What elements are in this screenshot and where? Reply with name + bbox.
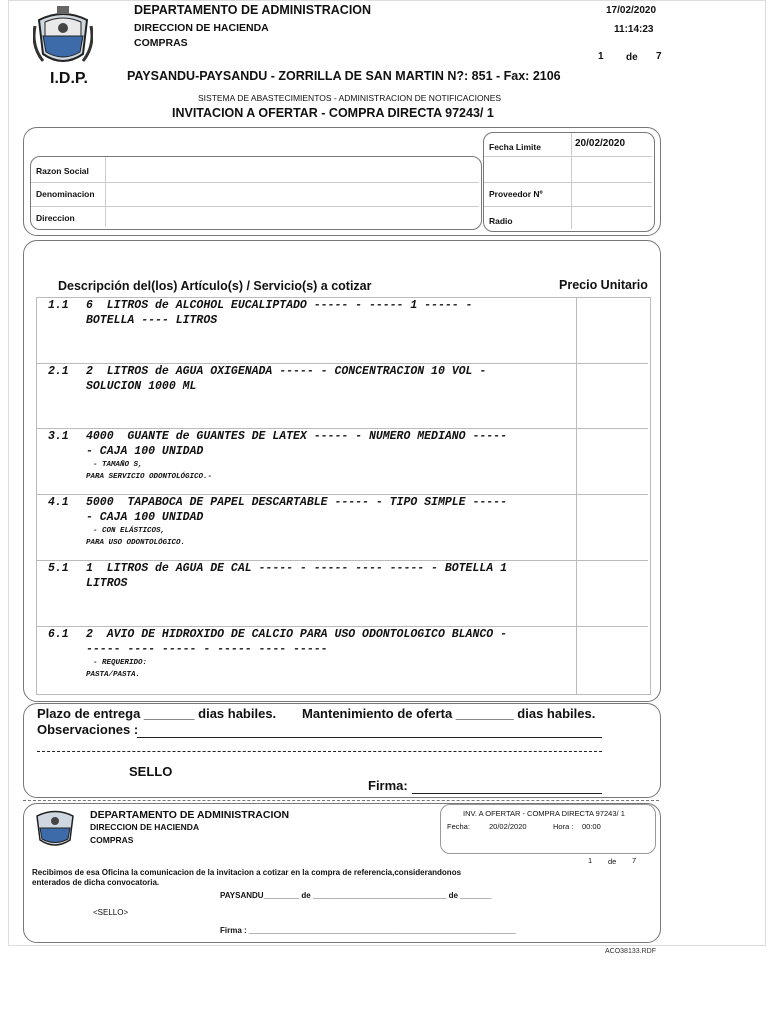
item-description-cont: - CAJA 100 UNIDAD (86, 445, 204, 458)
item-description: 4000 GUANTE de GUANTES DE LATEX ----- - NUMERO MEDIANO ----- (86, 430, 507, 443)
receipt-date-label: Fecha: (447, 822, 470, 831)
header-date: 17/02/2020 (606, 5, 657, 16)
item-row-divider (37, 363, 648, 364)
item-description: 1 LITROS de AGUA DE CAL ----- - ----- ---- ----- - BOTELLA 1 (86, 562, 507, 575)
document-title: INVITACION A OFERTAR - COMPRA DIRECTA 97243/ 1 (172, 106, 494, 120)
row-divider (484, 182, 652, 183)
receipt-page-of: de (608, 857, 617, 866)
item-note: PARA SERVICIO ODONTOLÓGICO.- (86, 473, 213, 481)
item-number: 4.1 (48, 496, 69, 509)
observations-line (137, 737, 602, 738)
item-number: 6.1 (48, 628, 69, 641)
page-total: 7 (656, 51, 662, 62)
item-description-cont: LITROS (86, 577, 128, 590)
item-note: - CON ELÁSTICOS, (93, 527, 166, 535)
receipt-date-value: 20/02/2020 (489, 822, 527, 831)
page-current: 1 (598, 51, 604, 62)
item-number: 2.1 (48, 365, 69, 378)
denominacion-label: Denominacion (36, 189, 95, 199)
receipt-section: COMPRAS (90, 835, 134, 845)
receipt-page-total: 7 (632, 856, 637, 865)
delivery-term: Plazo de entrega _______ dias habiles. (37, 706, 277, 721)
proveedor-label: Proveedor Nº (489, 189, 543, 199)
row-divider (31, 206, 479, 207)
item-number: 1.1 (48, 299, 69, 312)
receipt-stamp: <SELLO> (93, 908, 129, 917)
document-code: ACO38133.RDF (605, 948, 656, 955)
item-row-divider (37, 494, 648, 495)
fecha-limite-label: Fecha Limite (489, 142, 541, 152)
receipt-signature: Firma : ____________________________________________________________ (220, 926, 516, 935)
fecha-limite-value: 20/02/2020 (575, 138, 626, 149)
item-description: 6 LITROS de ALCOHOL EUCALIPTADO ----- - ----- 1 ----- - (86, 299, 473, 312)
observations-label: Observaciones : (37, 722, 139, 737)
price-header: Precio Unitario (559, 278, 648, 292)
razon-social-label: Razon Social (36, 166, 89, 176)
receipt-reference: INV. A OFERTAR - COMPRA DIRECTA 97243/ 1 (463, 809, 625, 818)
header-division: DIRECCION DE HACIENDA (134, 22, 269, 34)
item-row-divider (37, 626, 648, 627)
item-description: 5000 TAPABOCA DE PAPEL DESCARTABLE ----- - TIPO SIMPLE ----- (86, 496, 507, 509)
receipt-time-label: Hora : (553, 822, 574, 831)
column-divider (105, 157, 106, 227)
header-department: DEPARTAMENTO DE ADMINISTRACION (134, 3, 372, 17)
coat-of-arms-logo (33, 6, 93, 68)
item-note: PASTA/PASTA. (86, 671, 141, 679)
description-header: Descripción del(los) Artículo(s) / Servicio(s) a cotizar (58, 279, 372, 293)
direccion-label: Direccion (36, 213, 75, 223)
stamp-label: SELLO (129, 764, 173, 779)
item-note: PARA USO ODONTOLÓGICO. (86, 539, 186, 547)
item-note: - TAMAÑO S, (93, 461, 143, 469)
receipt-text-line1: Recibimos de esa Oficina la comunicacion de la invitacion a cotizar en la compra de referencia,considerandonos (32, 868, 462, 877)
signature-label: Firma: (368, 778, 408, 793)
row-divider (484, 156, 652, 157)
observations-line (37, 751, 602, 752)
coat-of-arms-small-logo (33, 806, 77, 850)
column-divider (571, 133, 572, 229)
item-description: 2 AVIO DE HIDROXIDO DE CALCIO PARA USO ODONTOLOGICO BLANCO - (86, 628, 507, 641)
receipt-time-value: 00:00 (582, 822, 601, 831)
receipt-page-current: 1 (588, 856, 593, 865)
item-row-divider (37, 428, 648, 429)
item-note: - REQUERIDO: (93, 659, 148, 667)
item-row-divider (37, 560, 648, 561)
offer-validity: Mantenimiento de oferta ________ dias habiles. (302, 706, 596, 721)
item-description-cont: BOTELLA ---- LITROS (86, 314, 218, 327)
row-divider (31, 182, 479, 183)
item-description-cont: - CAJA 100 UNIDAD (86, 511, 204, 524)
item-number: 5.1 (48, 562, 69, 575)
item-description-cont: ----- ---- ----- - ----- ---- ----- (86, 643, 328, 656)
receipt-division: DIRECCION DE HACIENDA (90, 822, 200, 832)
header-time: 11:14:23 (614, 24, 654, 35)
org-acronym: I.D.P. (50, 70, 88, 87)
radio-label: Radio (489, 216, 513, 226)
cut-line (23, 800, 659, 801)
price-column-divider (576, 297, 577, 695)
row-divider (484, 206, 652, 207)
item-description-cont: SOLUCION 1000 ML (86, 380, 197, 393)
org-address: PAYSANDU-PAYSANDU - ZORRILLA DE SAN MARTIN N?: 851 - Fax: 2106 (127, 69, 561, 83)
header-section: COMPRAS (134, 37, 188, 49)
receipt-place-date: PAYSANDU________ de ______________________________ de _______ (220, 891, 492, 900)
page-of: de (626, 52, 638, 63)
receipt-department: DEPARTAMENTO DE ADMINISTRACION (90, 809, 290, 821)
supplier-left-box (30, 156, 482, 230)
item-number: 3.1 (48, 430, 69, 443)
item-description: 2 LITROS de AGUA OXIGENADA ----- - CONCENTRACION 10 VOL - (86, 365, 487, 378)
system-name: SISTEMA DE ABASTECIMIENTOS - ADMINISTRACION DE NOTIFICACIONES (198, 93, 502, 103)
signature-line (412, 793, 602, 794)
receipt-text-line2: enterados de dicha convocatoria. (32, 878, 160, 887)
